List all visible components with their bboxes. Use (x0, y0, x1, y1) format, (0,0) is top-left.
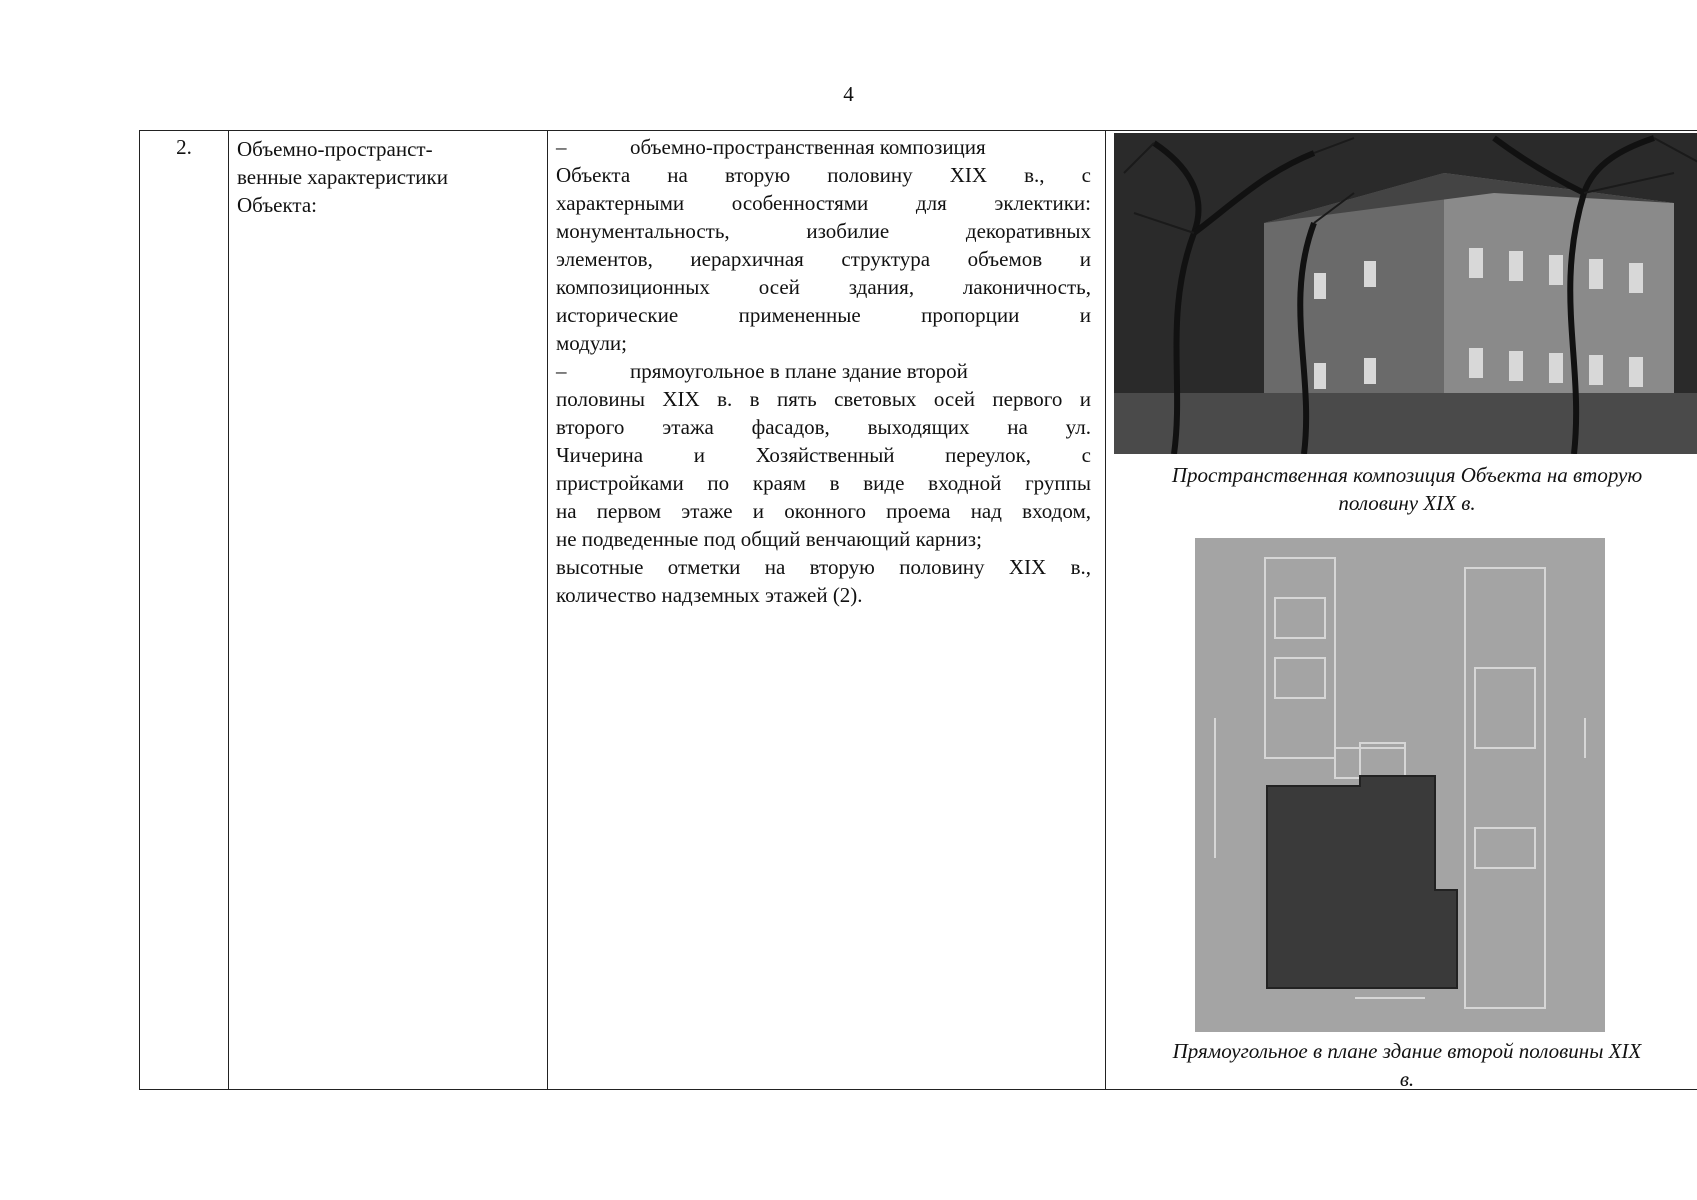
paragraph-line: элементов, иерархичная структура объемов и (556, 247, 1091, 271)
paragraph-line: монументальность, изобилие декоративных (556, 219, 1091, 243)
page-number: 4 (843, 82, 854, 106)
paragraph-line: второго этажа фасадов, выходящих на ул. (556, 415, 1091, 439)
paragraph-line: на первом этаже и оконного проема над входом, (556, 499, 1091, 523)
paragraph-line: количество надземных этажей (2). (556, 583, 863, 607)
dash-marker: – (556, 359, 567, 383)
photo-caption: Пространственная композиция Объекта на вторую половину XIX в. (1171, 463, 1643, 515)
paragraph-line: исторические примененные пропорции и (556, 303, 1091, 327)
plan-caption: Прямоугольное в плане здание второй половины XIX в. (1172, 1039, 1642, 1091)
characteristic-description (548, 131, 1106, 1090)
building-photo-icon (1114, 133, 1697, 454)
characteristics-table (139, 130, 1697, 1090)
paragraph-line: – прямоугольное в плане здание второй (556, 359, 968, 383)
paragraph-line: Чичерина и Хозяйственный переулок, с (556, 443, 1091, 467)
paragraph-line: модули; (556, 331, 627, 355)
floor-plan-icon (1195, 538, 1605, 1032)
paragraph-line: – объемно-пространственная композиция (556, 135, 986, 159)
name-line: Объекта: (237, 193, 318, 217)
row-number: 2. (140, 131, 229, 1090)
paragraph-line: половины XIX в. в пять световых осей первого и (556, 387, 1091, 411)
paragraph-line: не подведенные под общий венчающий карниз; (556, 527, 982, 551)
building-photo (1114, 133, 1697, 454)
floor-plan-image (1195, 538, 1605, 1032)
paragraph-line: пристройками по краям в виде входной группы (556, 471, 1091, 495)
illustrations-cell (1106, 131, 1697, 1090)
characteristic-name (229, 131, 548, 1090)
description-paragraph-1 (556, 133, 1091, 357)
table-row (140, 131, 1697, 1090)
name-line: Объемно-пространст- (237, 137, 433, 161)
name-line: венные характеристики (237, 165, 448, 189)
paragraph-line: Объекта на вторую половину XIX в., с (556, 163, 1091, 187)
paragraph-line: композиционных осей здания, лаконичность, (556, 275, 1091, 299)
paragraph-line: высотные отметки на вторую половину XIX в., (556, 555, 1091, 579)
description-paragraph-2 (556, 357, 1091, 609)
paragraph-line: характерными особенностями для эклектики: (556, 191, 1091, 215)
dash-marker: – (556, 135, 567, 159)
